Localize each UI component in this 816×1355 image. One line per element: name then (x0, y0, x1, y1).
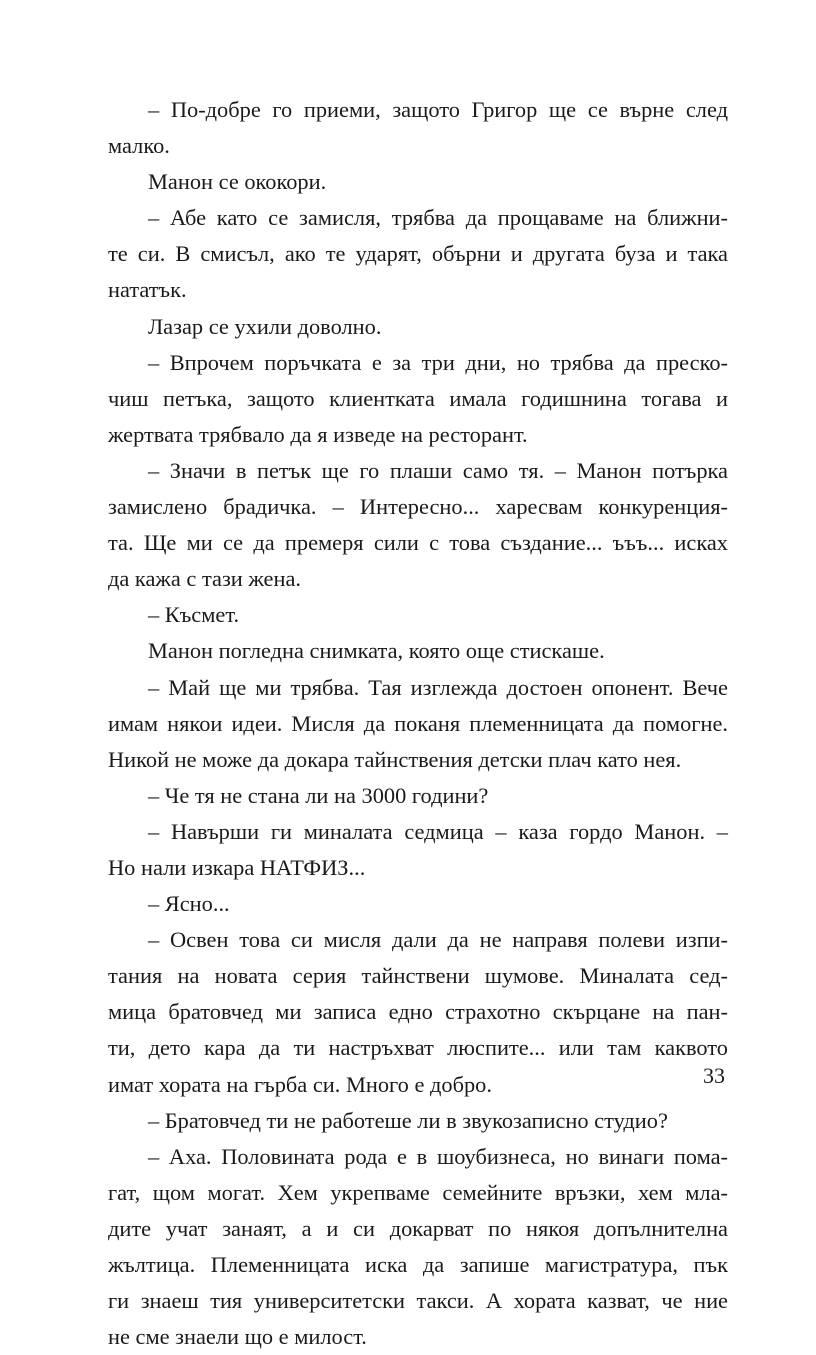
page-number: 33 (703, 1063, 725, 1088)
text-line: ти, дето кара да ти настръхват люспите... или там каквото (108, 1035, 728, 1061)
text-line: – Значи в петък ще го плаши само тя. – Манон потърка (148, 457, 728, 483)
text-line: нататък. (108, 277, 187, 303)
text-line: – Братовчед ти не работеше ли в звукозаписно студио? (148, 1107, 668, 1133)
text-line: Манон се ококори. (148, 169, 327, 195)
text-line: не сме знаели що е милост. (108, 1324, 367, 1350)
text-line: – Ясно... (148, 891, 230, 917)
text-line: – Абе като се замисля, трябва да прощаваме на ближни- (148, 205, 728, 231)
text-line: мица братовчед ми записа едно страхотно скърцане на пан- (108, 999, 728, 1025)
text-line: – Късмет. (148, 602, 240, 628)
text-line: имам някои идеи. Мисля да поканя племенницата да помогне. (108, 710, 728, 736)
text-line: жълтица. Племенницата иска да запише магистратура, пък (108, 1252, 728, 1277)
text-line: – По-добре го приеми, защото Григор ще се върне след (148, 97, 728, 122)
text-line: тания на новата серия тайнствени шумове. Миналата сед- (108, 963, 728, 989)
text-line: жертвата трябвало да я изведе на ресторант. (108, 421, 528, 447)
text-line: Манон погледна снимката, която още стискаше. (148, 638, 605, 664)
page-body (108, 92, 728, 1355)
text-line: ги знаеш тия университетски такси. А хората казват, че ние (108, 1288, 728, 1314)
text-line: Никой не може да докара тайнствения детски плач като нея. (108, 746, 682, 772)
text-line: имат хората на гърба си. Много е добро. (108, 1071, 492, 1097)
text-line: – Навърши ги миналата седмица – каза гордо Манон. – (148, 818, 728, 844)
text-line: да кажа с тази жена. (108, 566, 301, 592)
text-line: замислено брадичка. – Интересно... харесвам конкуренция- (108, 494, 728, 520)
text-line: Лазар се ухили доволно. (148, 313, 382, 339)
text-line: та. Ще ми се да премеря сили с това създание... ъъъ... исках (108, 530, 728, 556)
text-line: – Май ще ми трябва. Тая изглежда достоен опонент. Вече (148, 674, 728, 700)
text-line: малко. (108, 133, 170, 159)
text-line: те си. В смисъл, ако те ударят, обърни и другата буза и така (108, 241, 728, 267)
text-line: Но нали изкара НАТФИЗ... (108, 854, 366, 880)
text-line: – Освен това си мисля дали да не направя полеви изпи- (148, 927, 728, 953)
text-line: – Аха. Половината рода е в шоубизнеса, но винаги пома- (148, 1143, 728, 1169)
text-line: гат, щом могат. Хем укрепваме семейните връзки, хем мла- (108, 1179, 728, 1205)
text-line: дите учат занаят, а и си докарват по някоя допълнителна (108, 1215, 728, 1241)
text-line: – Впрочем поръчката е за три дни, но трябва да преско- (148, 349, 728, 375)
text-line: – Че тя не стана ли на 3000 години? (148, 782, 489, 808)
text-line: чиш петъка, защото клиентката имала годишнина тогава и (108, 385, 728, 411)
